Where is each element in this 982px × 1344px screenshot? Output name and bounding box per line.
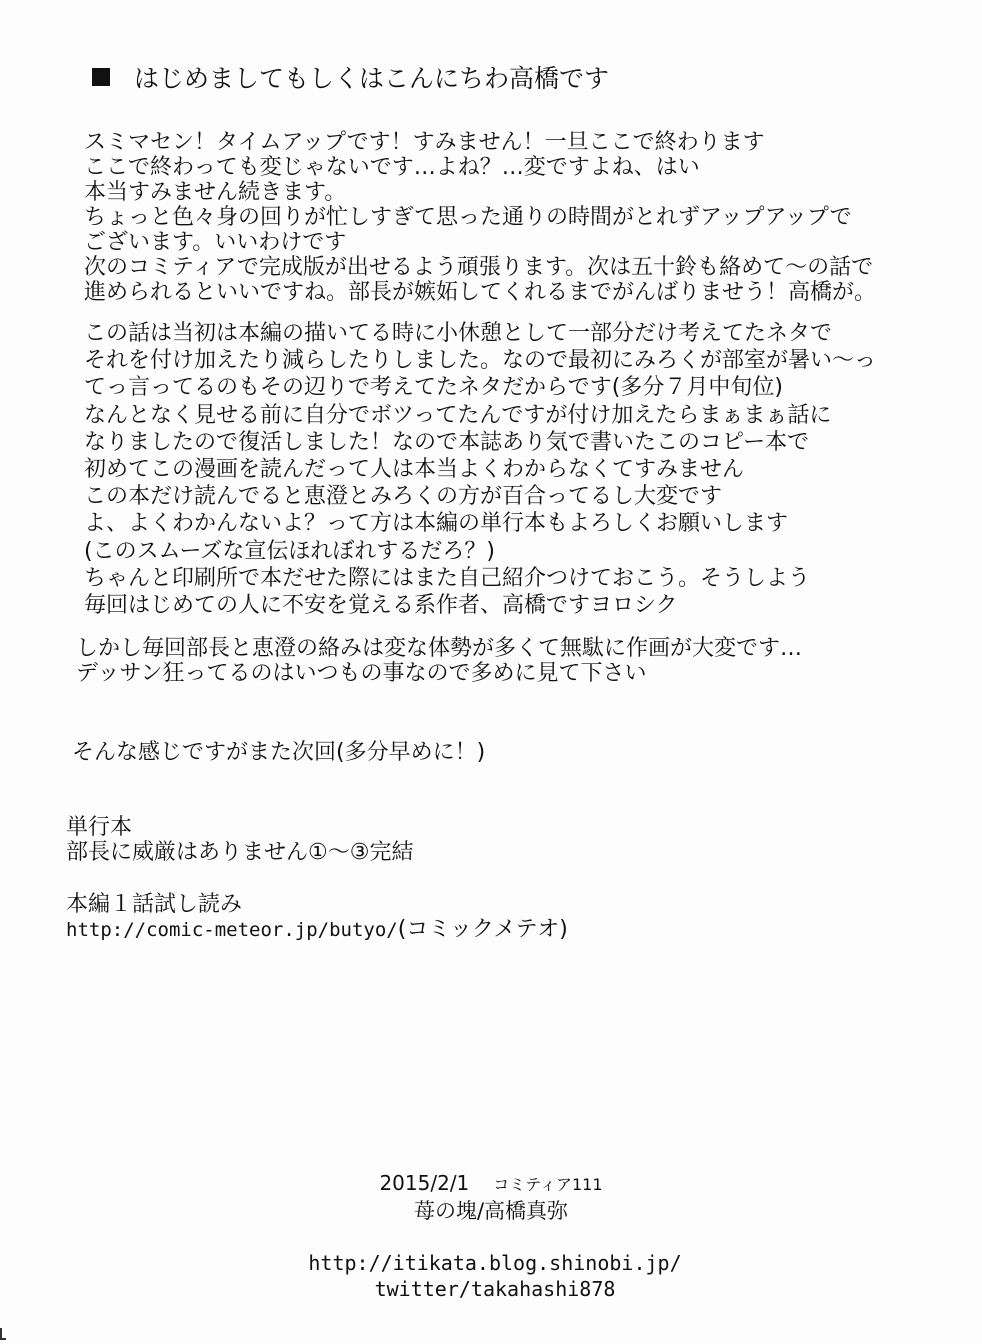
text-line: なりましたので復活しました！なので本誌あり気で書いたこのコピー本で [84,429,810,455]
text-line: 本当すみません続きます。 [84,180,347,205]
text-line: 部長に威厳はありません①～③完結 [66,840,414,865]
footer-date: 2015/2/1 [379,1171,470,1195]
text-line: ございます。いいわけです [84,230,347,255]
afterword-heading [92,64,609,94]
text-line: デッサン狂ってるのはいつもの事なので多めに見て下さい [76,661,647,686]
preview-link-line [66,917,568,942]
text-line: 初めてこの漫画を読んだって人は本当よくわからなくてすみません [84,456,745,482]
text-line: ちゃんと印刷所で本だせた際にはまた自己紹介つけておこう。そうしよう [84,565,811,591]
paragraph-volumes [66,815,413,865]
black-square-icon [92,68,110,86]
footer-date-line [0,1170,982,1198]
text-line: それを付け加えたり減らしたりしました。なので最初にみろくが部室が暑い～っ [84,348,877,374]
paragraph-preview [66,892,568,942]
paragraph-drawing-notes [76,636,802,686]
text-line: この本だけ読んでると恵澄とみろくの方が百合ってるし大変です [84,484,723,510]
text-line: 本編１話試し読み [66,892,243,917]
text-line: しかし毎回部長と恵澄の絡みは変な体勢が多くて無駄に作画が大変です… [76,636,803,661]
paragraph-closing [72,740,485,765]
text-line: そんな感じですがまた次回(多分早めに！) [72,740,486,765]
heading-text: はじめましてもしくはこんにちわ高橋です [134,64,610,93]
text-line: なんとなく見せる前に自分でボツってたんですが付け加えたらまぁまぁ話に [84,402,832,428]
text-line: 毎回はじめての人に不安を覚える系作者、高橋ですヨロシク [84,592,678,618]
paragraph-apology [84,130,876,305]
text-line: よ、よくわかんないよ？って方は本編の単行本もよろしくお願いします [84,511,789,537]
text-line: 次のコミティアで完成版が出せるよう頑張ります。次は五十鈴も絡めて～の話で [84,255,874,280]
text-line: この話は当初は本編の描いてる時に小休憩として一部分だけ考えてたネタで [84,321,833,346]
paragraph-story-notes [84,320,876,619]
footer-twitter-link[interactable]: twitter/takahashi878 [374,1277,616,1301]
text-line: ちょっと色々身の回りが忙しすぎて思った通りの時間がとれずアップアップで [84,205,852,230]
text-line: 単行本 [66,815,133,840]
footer-circle: 苺の塊/高橋真弥 [413,1199,569,1223]
footer-event: コミティア111 [493,1175,603,1194]
crop-mark [0,1328,6,1340]
text-line: 進められるといいですね。部長が嫉妬してくれるまでがんばりませう！高橋が。 [84,280,877,305]
text-line: (このスムーズな宣伝ほれぼれするだろ？) [84,538,495,564]
text-line: ここで終わっても変じゃないです…よね？…変ですよね、はい [84,155,700,180]
footer-blog-link[interactable]: http://itikata.blog.shinobi.jp/ [308,1251,682,1275]
preview-url-suffix: (コミックメテオ) [397,917,568,942]
preview-url-link[interactable]: http://comic-meteor.jp/butyo/ [66,919,398,941]
text-line: スミマセン！タイムアップです！すみません！一旦ここで終わります [84,130,765,155]
text-line: てっ言ってるのもその辺りで考えてたネタだからです(多分７月中旬位) [84,375,783,401]
